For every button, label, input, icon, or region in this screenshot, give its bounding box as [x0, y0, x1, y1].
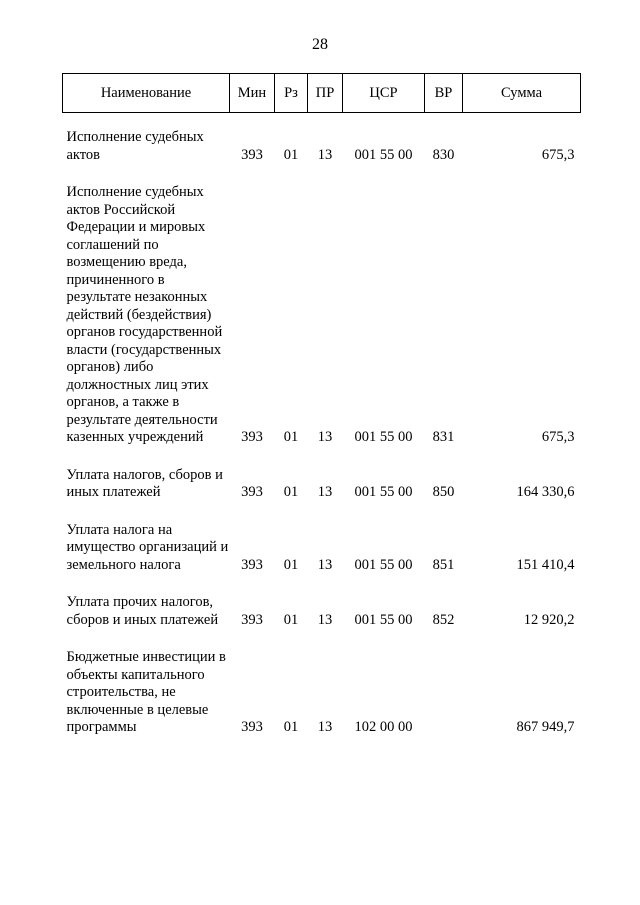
table-row: [63, 594, 581, 629]
row-csr: 001 55 00: [354, 429, 413, 445]
row-rz: 01: [283, 611, 299, 628]
header-csr: ЦСР: [343, 74, 425, 113]
header-rz: Рз: [275, 74, 308, 113]
row-sum: 675,3: [541, 146, 575, 163]
row-rz: 01: [283, 719, 299, 735]
row-pr: 13: [317, 719, 333, 735]
row-rz: 01: [283, 146, 299, 163]
row-name: Уплата налога на имущество организаций и земельного налога: [66, 521, 229, 573]
row-name: Исполнение судебных актов Российской Федерации и мировых соглашений по возмещению вреда, причиненного в результате незаконных действий (бездействия) органов государственной власти (государственных органов) либо должностных лиц этих органов, а также в результате деятельности казенных учреждений: [66, 184, 223, 445]
header-pr: ПР: [308, 74, 343, 113]
row-pr: 13: [317, 429, 333, 445]
row-vr: 850: [432, 484, 455, 500]
table-row: [63, 522, 581, 575]
row-name: Бюджетные инвестиции в объекты капитального строительства, не включенные в целевые программы: [66, 649, 226, 735]
row-vr: [425, 649, 463, 737]
header-row: [63, 74, 581, 113]
row-rz: 01: [283, 429, 299, 445]
row-csr: 001 55 00: [354, 146, 413, 163]
row-min: 393: [241, 556, 263, 573]
table-row: [63, 129, 581, 164]
row-name: Уплата прочих налогов, сборов и иных платежей: [66, 594, 219, 628]
row-min: 393: [241, 719, 263, 735]
row-rz: 01: [283, 484, 299, 500]
row-sum: 867 949,7: [516, 719, 575, 735]
row-vr: 852: [432, 611, 455, 628]
table-row: [63, 184, 581, 447]
header-min: Мин: [230, 74, 275, 113]
row-sum: 151 410,4: [516, 556, 575, 573]
row-csr: 001 55 00: [354, 556, 413, 573]
header-name: Наименование: [63, 74, 230, 113]
row-min: 393: [241, 611, 263, 628]
page-number: 28: [312, 36, 328, 53]
row-pr: 13: [317, 146, 333, 163]
row-min: 393: [241, 429, 263, 445]
row-csr: 001 55 00: [354, 611, 413, 628]
row-sum: 164 330,6: [516, 484, 575, 500]
header-vr: ВР: [425, 74, 463, 113]
row-csr: 102 00 00: [354, 719, 413, 735]
row-min: 393: [241, 146, 263, 163]
row-pr: 13: [317, 556, 333, 573]
row-pr: 13: [317, 484, 333, 500]
budget-table: [62, 73, 581, 737]
row-vr: 831: [432, 429, 455, 445]
table-row: [63, 649, 581, 737]
row-csr: 001 55 00: [354, 484, 413, 500]
table-row: [63, 467, 581, 502]
row-sum: 12 920,2: [523, 611, 575, 628]
row-name: Исполнение судебных актов: [66, 129, 204, 163]
row-name: Уплата налогов, сборов и иных платежей: [66, 466, 223, 500]
row-min: 393: [241, 484, 263, 500]
row-rz: 01: [283, 556, 299, 573]
row-sum: 675,3: [541, 429, 575, 445]
row-vr: 851: [432, 556, 455, 573]
row-pr: 13: [317, 611, 333, 628]
row-vr: 830: [432, 146, 455, 163]
header-sum: Сумма: [463, 74, 581, 113]
